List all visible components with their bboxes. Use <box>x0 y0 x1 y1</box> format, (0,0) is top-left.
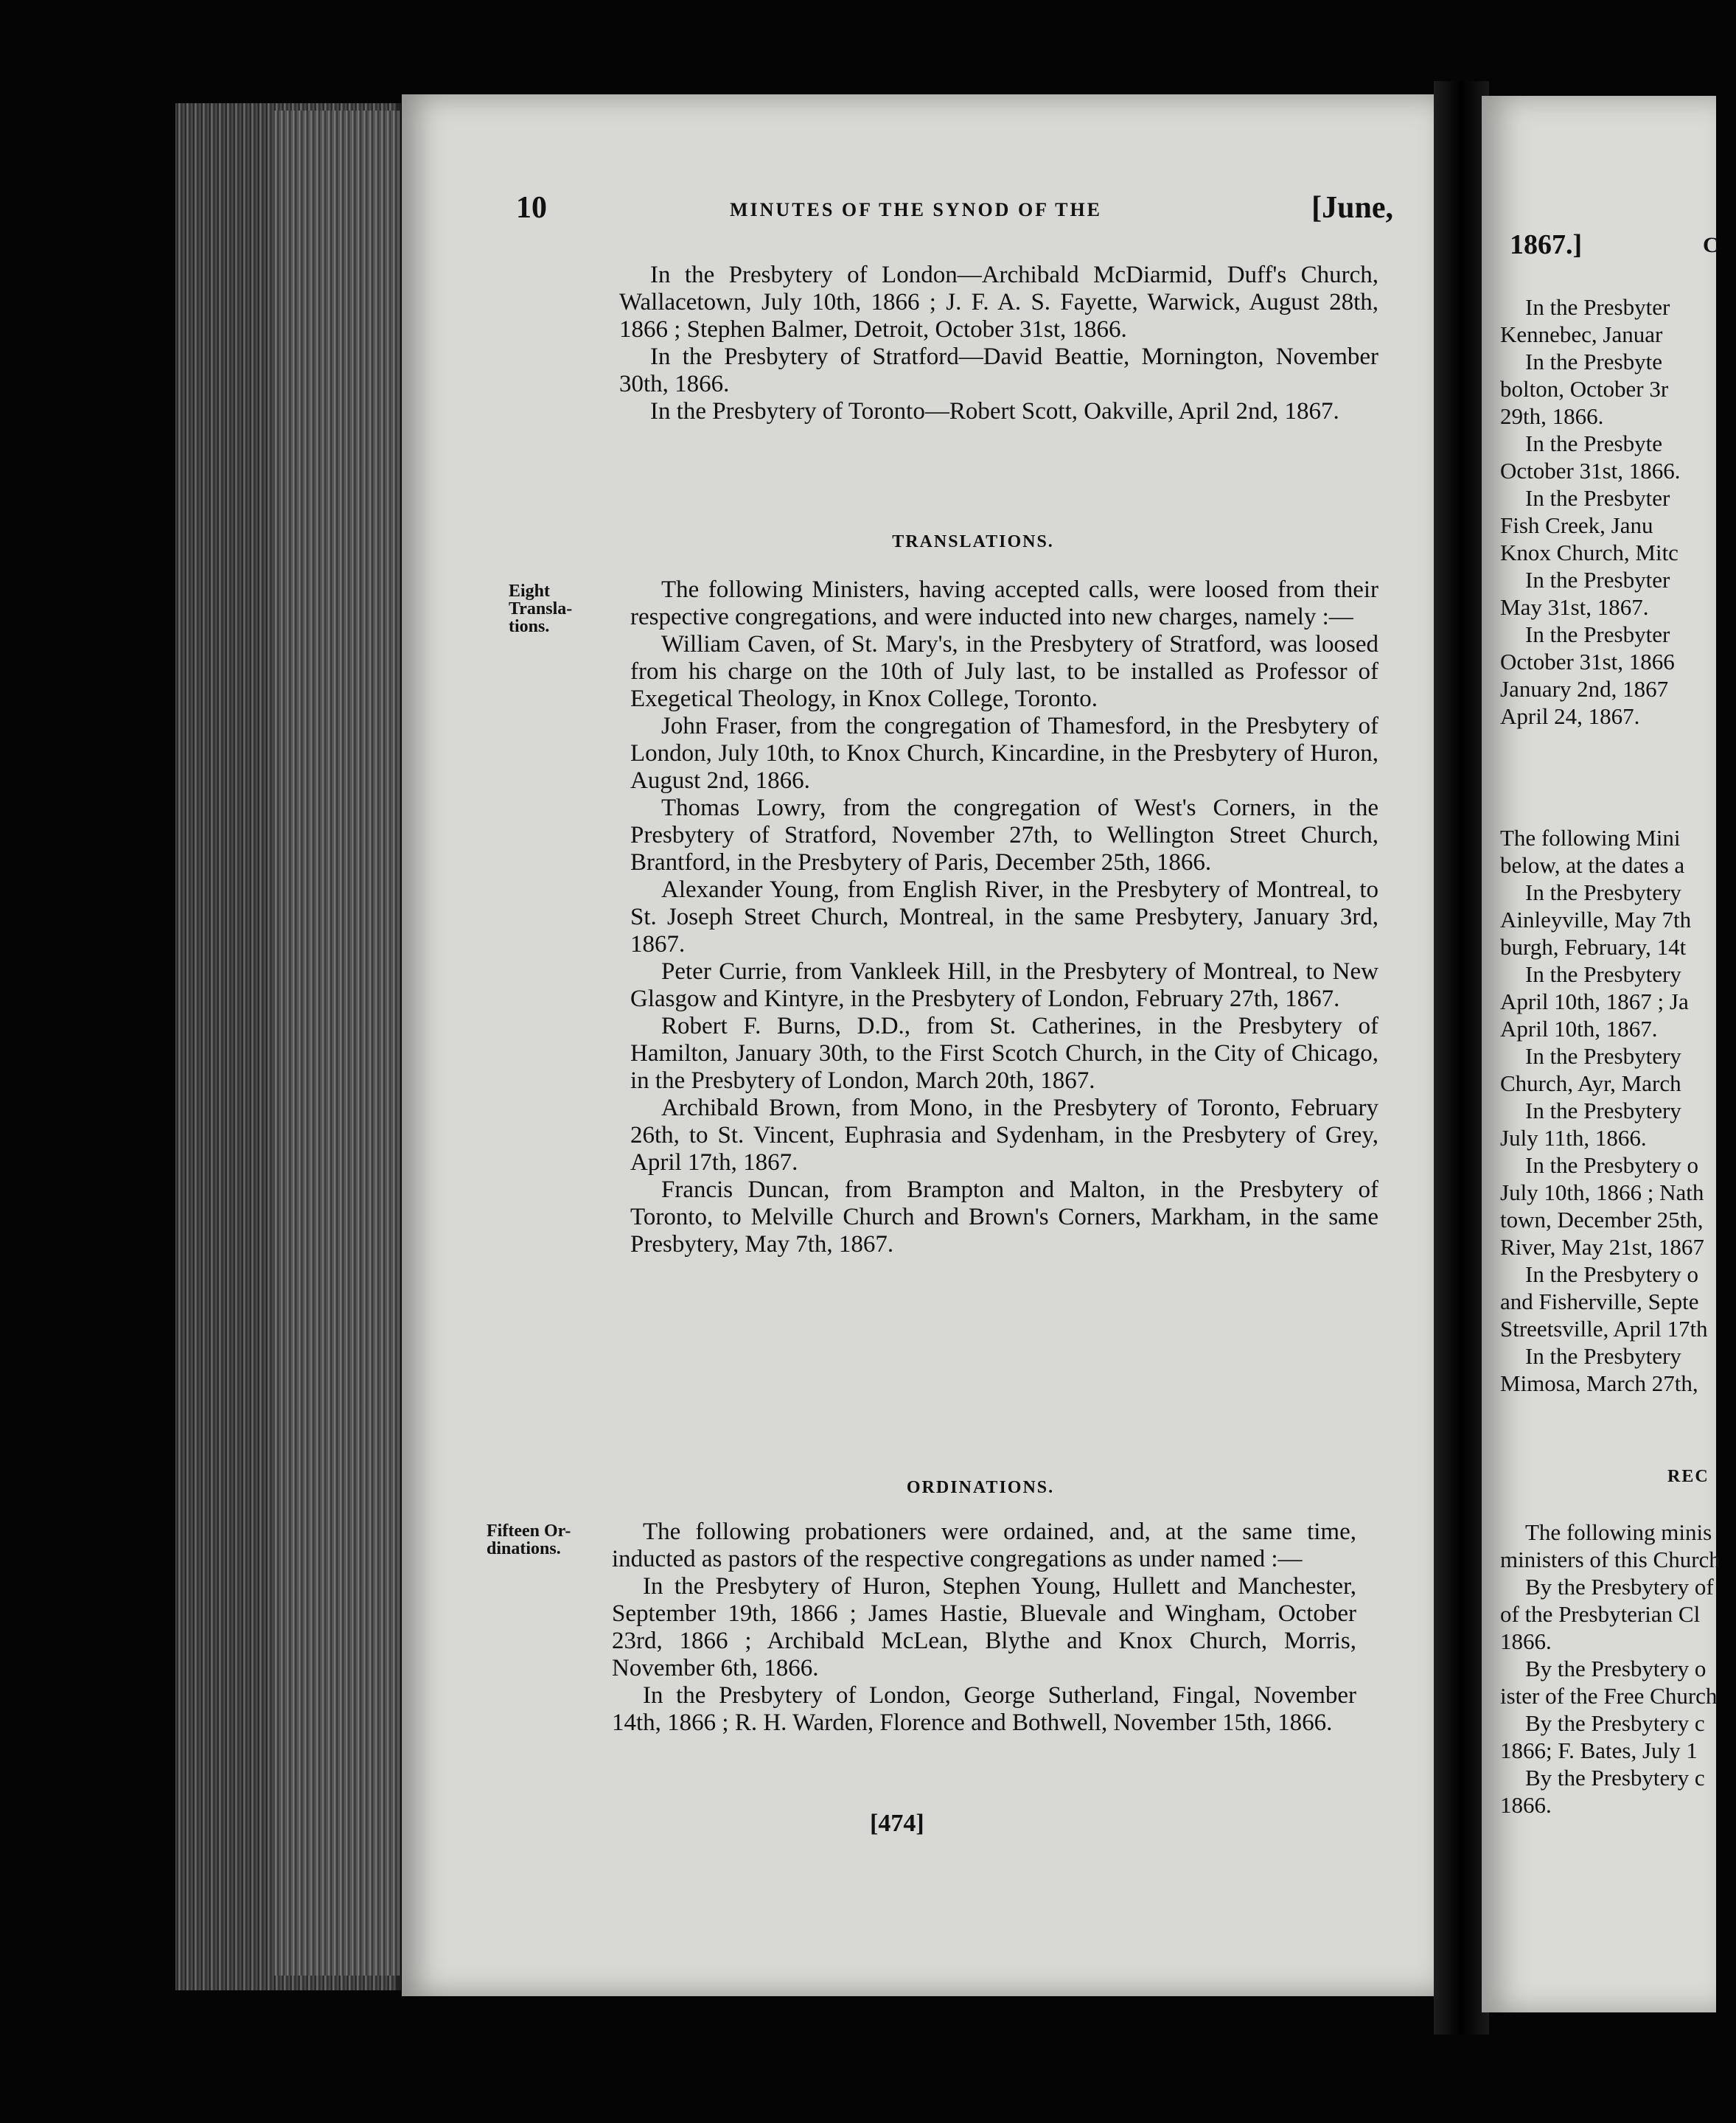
intro-section <box>619 262 1378 425</box>
text-line: Kennebec, Januar <box>1500 321 1663 347</box>
text-line: July 11th, 1866. <box>1500 1125 1647 1151</box>
right-section-heading-fragment: REC <box>1667 1467 1709 1486</box>
paragraph: The following probationers were ordained, and, at the same time, inducted as pastors of the respective congregations as under named :— <box>612 1519 1356 1572</box>
paragraph: Archibald Brown, from Mono, in the Presbytery of Toronto, February 26th, to St. Vincent, Euphrasia and Sydenham, in the Presbytery of Grey, April 17th, 1867. <box>630 1095 1378 1176</box>
paragraph: Francis Duncan, from Brampton and Malton, in the Presbytery of Toronto, to Melville Church and Brown's Corners, Markham, in the same Presbytery, May 7th, 1867. <box>630 1176 1378 1258</box>
text-line: Streetsville, April 17th <box>1500 1316 1708 1342</box>
paragraph: William Caven, of St. Mary's, in the Presbytery of Stratford, was loosed from his charge on the 10th of July last, to be installed as Professor of Exegetical Theology, in Knox College, Toronto. <box>630 631 1378 712</box>
text-line: In the Presbyte <box>1525 349 1662 374</box>
text-line: In the Presbyte <box>1525 430 1662 456</box>
text-line: By the Presbytery o <box>1525 1656 1707 1681</box>
translations-section <box>630 576 1378 1258</box>
paragraph: In the Presbytery of London, George Sutherland, Fingal, November 14th, 1866 ; R. H. Warden, Florence and Bothwell, November 15th, 1866. <box>612 1682 1356 1736</box>
text-line: April 10th, 1867. <box>1500 1016 1658 1042</box>
text-line: May 31st, 1867. <box>1500 594 1649 620</box>
ordinations-section <box>612 1519 1356 1737</box>
text-line: burgh, February, 14t <box>1500 934 1687 960</box>
text-line: July 10th, 1866 ; Nath <box>1500 1179 1704 1205</box>
page-number: 10 <box>516 191 547 225</box>
running-title: MINUTES OF THE SYNOD OF THE <box>730 199 1103 220</box>
paragraph: In the Presbytery of Toronto—Robert Scott, Oakville, April 2nd, 1867. <box>650 398 1339 425</box>
text-line: In the Presbytery o <box>1525 1261 1699 1287</box>
text-line: April 10th, 1867 ; Ja <box>1500 989 1689 1014</box>
right-page-block-3 <box>1500 1519 1736 1819</box>
running-date: [June, <box>1311 191 1393 225</box>
text-line: ister of the Free Church <box>1500 1683 1718 1709</box>
text-line: In the Presbytery o <box>1525 1152 1699 1178</box>
right-running-title-fragment: C <box>1703 233 1719 257</box>
text-line: In the Presbytery <box>1525 961 1681 987</box>
text-line: 1866. <box>1500 1628 1552 1654</box>
running-head <box>516 190 1393 234</box>
paragraph: Peter Currie, from Vankleek Hill, in the Presbytery of Montreal, to New Glasgow and Kintyre, in the Presbytery of London, February 27th, 1867. <box>630 958 1378 1012</box>
text-line: October 31st, 1866. <box>1500 458 1681 484</box>
text-line: In the Presbyter <box>1525 621 1670 647</box>
text-line: 1866; F. Bates, July 1 <box>1500 1737 1698 1763</box>
text-line: In the Presbyter <box>1525 485 1670 511</box>
text-line: In the Presbytery <box>1525 1343 1681 1369</box>
text-line: 1866. <box>1500 1792 1552 1818</box>
text-line: By the Presbytery c <box>1525 1765 1705 1791</box>
text-line: 29th, 1866. <box>1500 403 1604 429</box>
text-line: bolton, October 3r <box>1500 376 1669 402</box>
book-page-edges-inner <box>274 111 400 1976</box>
text-line: The following Mini <box>1500 825 1681 851</box>
text-line: In the Presbyter <box>1525 294 1670 320</box>
paragraph: The following Ministers, having accepted calls, were loosed from their respective congregations, and were inducted into new charges, namely :— <box>630 576 1378 630</box>
paragraph: John Fraser, from the congregation of Thamesford, in the Presbytery of London, July 10th, to Knox Church, Kincardine, in the Presbytery of Huron, August 2nd, 1866. <box>630 713 1378 794</box>
paragraph: Thomas Lowry, from the congregation of West's Corners, in the Presbytery of Stratford, November 27th, to Wellington Street Church, Brantford, in the Presbytery of Paris, December 25th, 1866. <box>630 795 1378 876</box>
paragraph: In the Presbytery of Huron, Stephen Young, Hullett and Manchester, September 19th, 1866 ; James Hastie, Bluevale and Wingham, October 23rd, 1866 ; Archibald McLean, Blythe and Knox Church, Morris, November 6th, 1866. <box>612 1573 1356 1681</box>
text-line: October 31st, 1866 <box>1500 649 1675 674</box>
text-line: ministers of this Church <box>1500 1547 1721 1572</box>
text-line: January 2nd, 1867 <box>1500 676 1669 702</box>
right-page-block-2 <box>1500 824 1736 1397</box>
paragraph: In the Presbytery of London—Archibald McDiarmid, Duff's Church, Wallacetown, July 10th, 1866 ; J. F. A. S. Fayette, Warwick, August 28th, 1866 ; Stephen Balmer, Detroit, October 31st, 1866. <box>619 262 1378 343</box>
text-line: In the Presbytery <box>1525 879 1681 905</box>
marginal-note-translations: Eight Transla- tions. <box>509 582 573 636</box>
text-line: Ainleyville, May 7th <box>1500 907 1692 932</box>
text-line: By the Presbytery c <box>1525 1710 1705 1736</box>
text-line: River, May 21st, 1867 <box>1500 1234 1704 1260</box>
folio-number: [474] <box>870 1810 924 1837</box>
text-line: Church, Ayr, March <box>1500 1070 1681 1096</box>
text-line: The following minis <box>1525 1519 1712 1545</box>
text-line: Fish Creek, Janu <box>1500 512 1653 538</box>
paragraph: In the Presbytery of Stratford—David Beattie, Mornington, November 30th, 1866. <box>619 344 1378 397</box>
ordinations-heading: ORDINATIONS. <box>906 1478 1055 1497</box>
right-page-block-1 <box>1500 293 1736 730</box>
book-gutter <box>1434 81 1489 2035</box>
text-line: below, at the dates a <box>1500 852 1685 878</box>
right-running-date: 1867.] <box>1510 229 1583 260</box>
text-line: and Fisherville, Septe <box>1500 1289 1699 1314</box>
text-line: Mimosa, March 27th, <box>1500 1370 1698 1396</box>
text-line: April 24, 1867. <box>1500 703 1640 729</box>
translations-heading: TRANSLATIONS. <box>892 532 1054 551</box>
text-line: Knox Church, Mitc <box>1500 540 1679 565</box>
text-line: of the Presbyterian Cl <box>1500 1601 1701 1627</box>
paragraph: Robert F. Burns, D.D., from St. Catherines, in the Presbytery of Hamilton, January 30th, to the First Scotch Church, in the City of Chicago, in the Presbytery of London, March 20th, 1867. <box>630 1013 1378 1094</box>
text-line: In the Presbytery <box>1525 1098 1681 1123</box>
text-line: By the Presbytery of <box>1525 1574 1714 1600</box>
text-line: town, December 25th, <box>1500 1207 1704 1233</box>
marginal-note-ordinations: Fifteen Or- dinations. <box>487 1521 571 1558</box>
paragraph: Alexander Young, from English River, in the Presbytery of Montreal, to St. Joseph Street Church, Montreal, in the same Presbytery, January 3rd, 1867. <box>630 876 1378 958</box>
text-line: In the Presbytery <box>1525 1043 1681 1069</box>
text-line: In the Presbyter <box>1525 567 1670 593</box>
